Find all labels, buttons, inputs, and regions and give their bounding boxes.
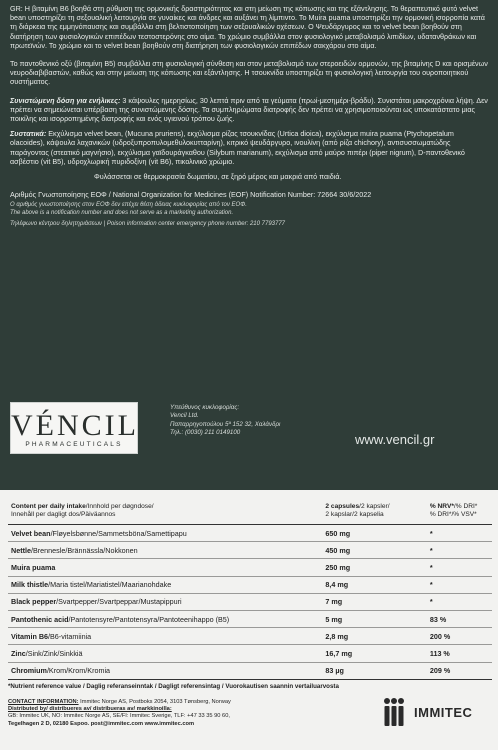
website-link[interactable]: www.vencil.gr (355, 432, 435, 447)
header-content-line2: Innehåll per dagligt dos/Päiväannos (11, 511, 116, 518)
ingredient-amount: 7 mg (322, 593, 426, 610)
header-content-bold: Content per daily intake (11, 503, 86, 510)
ingredient-translations: /Fløyelsbønne/Sammetsböna/Samettipapu (50, 528, 187, 538)
ingredient-translations: /Pantotensyre/Pantotensyra/Pantoteenihappo (B5) (68, 614, 230, 624)
ingredient-nrv: * (427, 525, 492, 542)
ingredient-name: Velvet bean (11, 528, 51, 538)
immitec-brand: IMMITEC (414, 705, 473, 720)
ingredient-name: Milk thistle (11, 580, 49, 590)
ingredient-translations: /Brennesle/Brännässla/Nokkonen (30, 545, 138, 555)
benefits-paragraph: GR: Η βιταμίνη Β6 βοηθά στη ρύθμιση της ορμονικής δραστηριότητας και στη μείωση της κόπωσης και της εξάντλησης. Το θεραπευτικό φυτό velvet bean υποστηρίζει τη σεξουαλική λειτουργία σε γυναίκες και άνδρες και αυξάνει τη λίμπιντο. Το Muira puama υποστηρίζει την ορμονική ισορροπία κατά τη διάρκεια της εμμηνόπαυσης και συμβάλλει στη βελτιστοποίηση των σεξουαλικών οχέσεων. Ο Ψευδάργυρος και το velvet bean βοηθούν στη διατήρηση των φυσιολογικών επιπέδων τεστοστερόνης στο αίμα. Το χρώμιο συμβάλλει στον φυσιολογικό μεταβολισμό λιπιδίων, υδατανθράκων και πρωτεϊνών. Το χρώμιο και το velvet bean βοηθούν στη διατήρηση των φυσιολογικών επιπέδων σακχάρου στο αίμα. (10, 4, 485, 50)
marketing-holder-block (10, 398, 488, 462)
table-row (8, 628, 492, 645)
contact-info (8, 699, 388, 728)
ingredient-amount: 16,7 mg (322, 645, 426, 662)
ingredient-amount: 2,8 mg (322, 628, 426, 645)
ingredient-name: Pantothenic acid (11, 614, 69, 624)
header-nrv-bold: % NRV* (429, 503, 454, 510)
table-row (8, 593, 492, 610)
ingredient-name: Black pepper (11, 597, 57, 607)
contact-label: CONTACT INFORMATION: (8, 699, 79, 705)
ingredient-translations: /Maria tistel/Mariatistel/Maarianohdake (48, 580, 172, 590)
table-row (8, 576, 492, 593)
table-row (8, 525, 492, 542)
table-row (8, 610, 492, 627)
header-amount (322, 498, 426, 525)
ingredient-nrv: * (427, 576, 492, 593)
storage-text: Φυλάσσεται σε θερμοκρασία δωματίου, σε ξηρό μέρος και μακριά από παιδιά. (94, 172, 342, 182)
ingredient-nrv: * (427, 593, 492, 610)
header-amount-rest: /2 kapsler/ (359, 503, 390, 510)
ingredients-text: Εκχύλισμα velvet bean, (Mucuna pruriens), εκχύλισμα ρίζας τσουκνίδας (Urtica dioica), εκχύλισμα muira puama (Ptychopetalum olacoides), κάψουλα λαχανικών (υδροξυπροπυλομεθυλοκυτταρίνη), κιτρικό ψευδάργυρο, ινουλίνη (από ρίζα chichory), αντισυσσωματώδης παράγοντας (στεατικό μαγνήσιο), εκχύλισμα γαϊδουράγκαθου (Silybum marianum), εκχύλισμα από μαύρο πιπέρι (piper nigrum), D-παντοθενικό ασβέστιο (vit B5), υδροχλωρική πυριδοξίνη (vit B6), πικολινικό χρώμιο. (10, 129, 465, 166)
ingredient-translations: /Sink/Zink/Sinkkiä (25, 648, 83, 658)
header-nrv (427, 498, 492, 525)
header-nrv-line2: % DRI*/% VSV* (429, 511, 477, 518)
ingredients-label: Συστατικά: (10, 129, 47, 139)
notification-number: Αριθμός Γνωστοποίησης ΕΟΦ / National Organization for Medicines (EOF) Notification Number: 72664 30/6/2022 (10, 190, 372, 200)
holder-name: Vencil Ltd. (170, 412, 199, 420)
nrv-footnote: *Nutrient reference value / Daglig referanseinntak / Dagligt referensintag / Vuorokautisen saannin vertailuarvosta (8, 683, 339, 690)
poison-center: Τηλέφωνο κέντρου δηλητηριάσεων | Poison information center emergency phone number: 210 7793777 (10, 220, 286, 227)
ingredient-amount: 5 mg (322, 610, 426, 627)
footer-block (8, 683, 492, 727)
ingredient-translations: /Krom/Krom/Kromia (46, 666, 111, 676)
dosage-paragraph (10, 96, 489, 124)
table-header-row (8, 498, 492, 525)
holder-address: Παπαρρηγοπούλου 5ª 152 32, Χαλάνδρι (170, 420, 281, 428)
logo-subtitle: PHARMACEUTICALS (25, 441, 123, 448)
dosage-label: Συνιστώμενη δόση για ενήλικες: (10, 95, 121, 105)
ingredient-nrv: * (427, 559, 492, 576)
ingredient-nrv: 113 % (427, 645, 492, 662)
ingredient-amount: 83 µg (322, 662, 426, 679)
ingredient-amount: 8,4 mg (322, 576, 426, 593)
header-amount-line2: 2 kapslar/2 kapselia (325, 511, 384, 518)
ingredient-name: Muira puama (11, 562, 56, 572)
ingredient-amount: 650 mg (322, 525, 426, 542)
ingredient-name: Chromium (11, 666, 47, 676)
vencil-logo (10, 402, 138, 454)
logo-name: VÉNCIL (11, 409, 139, 442)
ingredient-name: Zinc (11, 648, 26, 658)
ingredient-amount: 450 mg (322, 542, 426, 559)
distributor-address: Tegelhagen 2 D, 02180 Espoo. post@immitec.com www.immitec.com (8, 720, 195, 727)
immitec-figure-icon (380, 697, 408, 727)
ingredient-nrv: 83 % (427, 610, 492, 627)
table-row (8, 662, 492, 679)
dosage-text: 3 κάψουλες ημερησίως, 30 λεπτά πριν από τα γεύματα (πρωί-μεσημέρι-βράδυ). Συνιστάται μακροχρόνια λήψη. Δεν πρέπει να σημειώνεται υπέρβαση της συνιστώμενης δόσης. Τα συμπληρώματα διατροφής δεν πρέπει να χρησιμοποιούνται ως υποκατάστατο μιας ποικίλης και ισορροπημένης διατροφής και ενός υγιεινού τρόπου ζωής. (10, 95, 488, 124)
header-nrv-rest: /% DRI* (453, 503, 478, 510)
immitec-logo (380, 697, 492, 727)
header-content (8, 498, 322, 525)
nutrition-section (0, 490, 498, 750)
table-row (8, 542, 492, 559)
ingredients-paragraph (10, 129, 489, 166)
ingredient-name: Nettle (11, 545, 31, 555)
notification-note-gr: Ο αριθμός γνωστοποίησης στον ΕΟΦ δεν επέχει θέση άδειας κυκλοφορίας από τον ΕΟΦ. (10, 202, 247, 209)
b5-paragraph: Το παντοθενικό οξύ (βιταμίνη Β5) συμβάλλει στη φυσιολογική σύνθεση και στον μεταβολισμό των στεροειδών ορμονών, της βιταμίνης D και ορισμένων νευροδιαβιβαστών, καθώς και στην μείωση της κόπωσης και εξάντλησης. Η τσουκνίδα υποστηρίζει τη φυσιολογική λειτουργία του ουροποιητικού συστήματος. (10, 59, 488, 87)
ingredient-nrv: 200 % (427, 628, 492, 645)
ingredient-amount: 250 mg (322, 559, 426, 576)
ingredient-nrv: * (427, 542, 492, 559)
ingredient-name: Vitamin B6 (11, 631, 49, 641)
contact-text: Immitec Norge AS, Postboks 2054, 3103 Tønsberg, Norway (78, 699, 231, 705)
holder-info (170, 404, 340, 438)
ingredient-translations: /Svartpepper/Svartpeppar/Mustapippuri (56, 597, 182, 607)
distributor-list: GB: Immitec UK, NO: Immitec Norge AS, SE/FI: Immitec Sverige, TLF: +47 33 35 90 60, (8, 713, 230, 720)
ingredient-translations: /B6-vitamiinia (48, 631, 92, 641)
nutrition-table (8, 498, 492, 680)
table-row (8, 559, 492, 576)
header-content-rest: /Innhold per døgndose/ (85, 503, 154, 510)
notification-note-en: The above is a notification number and does not serve as a marketing authorization. (10, 210, 234, 217)
ingredient-nrv: 209 % (427, 662, 492, 679)
header-amount-bold: 2 capsules (325, 503, 360, 510)
holder-phone: Τηλ.: (0030) 211 0149100 (170, 429, 241, 437)
table-row (8, 645, 492, 662)
holder-title: Υπεύθυνος κυκλοφορίας: (170, 404, 240, 411)
distributor-label: Distributed by/ distribueres av/ distribueras av/ markkinoilla: (8, 706, 172, 713)
